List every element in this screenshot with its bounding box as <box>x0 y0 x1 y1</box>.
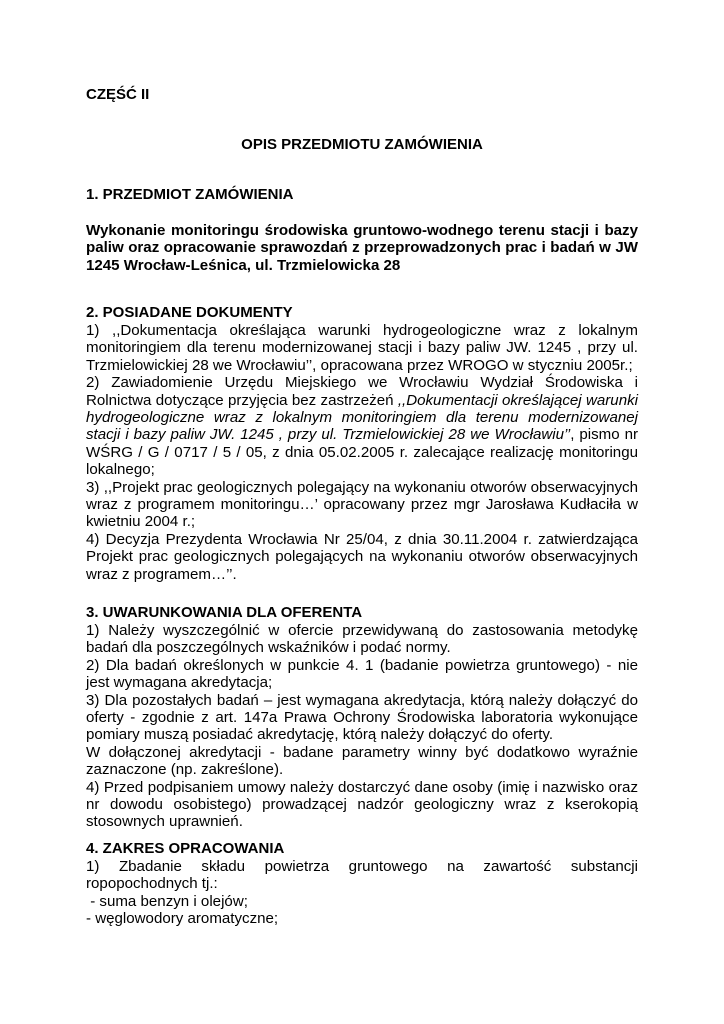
section-2-list <box>86 322 638 583</box>
section-2-heading: 2. POSIADANE DOKUMENTY <box>86 304 293 321</box>
section-2-item-2-text-a: 2) Zawiadomienie Urzędu Miejskiego we Wrocławiu Wydział Środowiska i Rolnictwa dotyczące przyjęcia bez zastrzeżeń <box>86 374 638 409</box>
section-2-item-2-text-b: , pismo nr WŚRG / G / 0717 / 5 / 05, z dnia 05.02.2005 r. zalecające realizację monitoringu lokalnego; <box>86 426 638 479</box>
section-4-item-1-line-2: ropopochodnych tj.: <box>86 875 218 893</box>
section-2-item-4: 4) Decyzja Prezydenta Wrocławia Nr 25/04, z dnia 30.11.2004 r. zatwierdzająca Projekt prac geologicznych polegających na wykonaniu otworów obserwacyjnych wraz z programem…’’. <box>86 530 638 583</box>
section-4-subitem-1: - suma benzyn i olejów; <box>86 892 248 910</box>
section-2-item-3: 3) ,,Projekt prac geologicznych polegający na wykonaniu otworów obserwacyjnych wraz z programem monitoringu…’ opracowany przez mgr Jarosława Kudłaciła w kwietniu 2004 r.; <box>86 478 638 531</box>
section-4-heading: 4. ZAKRES OPRACOWANIA <box>86 840 285 857</box>
section-1-heading: 1. PRZEDMIOT ZAMÓWIENIA <box>86 186 294 203</box>
section-4-subitem-2: - węglowodory aromatyczne; <box>86 910 279 928</box>
section-3-item-2: 2) Dla badań określonych w punkcie 4. 1 (badanie powietrza gruntowego) - nie jest wymagana akredytacja; <box>86 656 638 692</box>
section-2-item-2-document-title: ,,Dokumentacji określającej warunki hydrogeologiczne wraz z lokalnym monitoringiem dla terenu modernizowanej stacji i bazy paliw JW. 1245 , przy ul. Trzmielowickiej 28 we Wrocławiu’’ <box>86 391 638 444</box>
document-title: OPIS PRZEDMIOTU ZAMÓWIENIA <box>241 136 483 153</box>
section-3-item-3: 3) Dla pozostałych badań – jest wymagana akredytacja, którą należy dołączyć do oferty - zgodnie z art. 147a Prawa Ochrony Środowiska laboratoria wykonujące pomiary muszą posiadać akredytację, którą należy dołączyć do oferty. <box>86 691 638 744</box>
section-4-list <box>86 858 638 928</box>
section-2-item-1: 1) ,,Dokumentacja określająca warunki hydrogeologiczne wraz z lokalnym monitoringiem dla terenu modernizowanej stacji i bazy paliw JW. 1245 , przy ul. Trzmielowickiej 28 we Wrocławiu’’, opracowana przez WROGO w styczniu 2005r.; <box>86 322 638 374</box>
section-2-item-2 <box>86 374 638 478</box>
section-3-item-4: 4) Przed podpisaniem umowy należy dostarczyć dane osoby (imię i nazwisko oraz nr dowodu osobistego) prowadzącej nadzór geologiczny wraz z kserokopią stosownych uprawnień. <box>86 778 638 831</box>
section-1-text: Wykonanie monitoringu środowiska gruntowo-wodnego terenu stacji i bazy paliw oraz opracowanie sprawozdań z przeprowadzonych prac i badań w JW 1245 Wrocław-Leśnica, ul. Trzmielowicka 28 <box>86 222 638 274</box>
section-4-item-1-line-1: 1) Zbadanie składu powietrza gruntowego na zawartość substancji <box>86 858 638 875</box>
section-3-heading: 3. UWARUNKOWANIA DLA OFERENTA <box>86 604 363 621</box>
section-3-item-1: 1) Należy wyszczególnić w ofercie przewidywaną do zastosowania metodykę badań dla poszczególnych wskaźników i podać normy. <box>86 622 638 657</box>
part-label: CZĘŚĆ II <box>86 86 150 103</box>
section-3-note: W dołączonej akredytacji - badane parametry winny być dodatkowo wyraźnie zaznaczone (np. zakreślone). <box>86 743 638 779</box>
section-3-list <box>86 622 638 831</box>
